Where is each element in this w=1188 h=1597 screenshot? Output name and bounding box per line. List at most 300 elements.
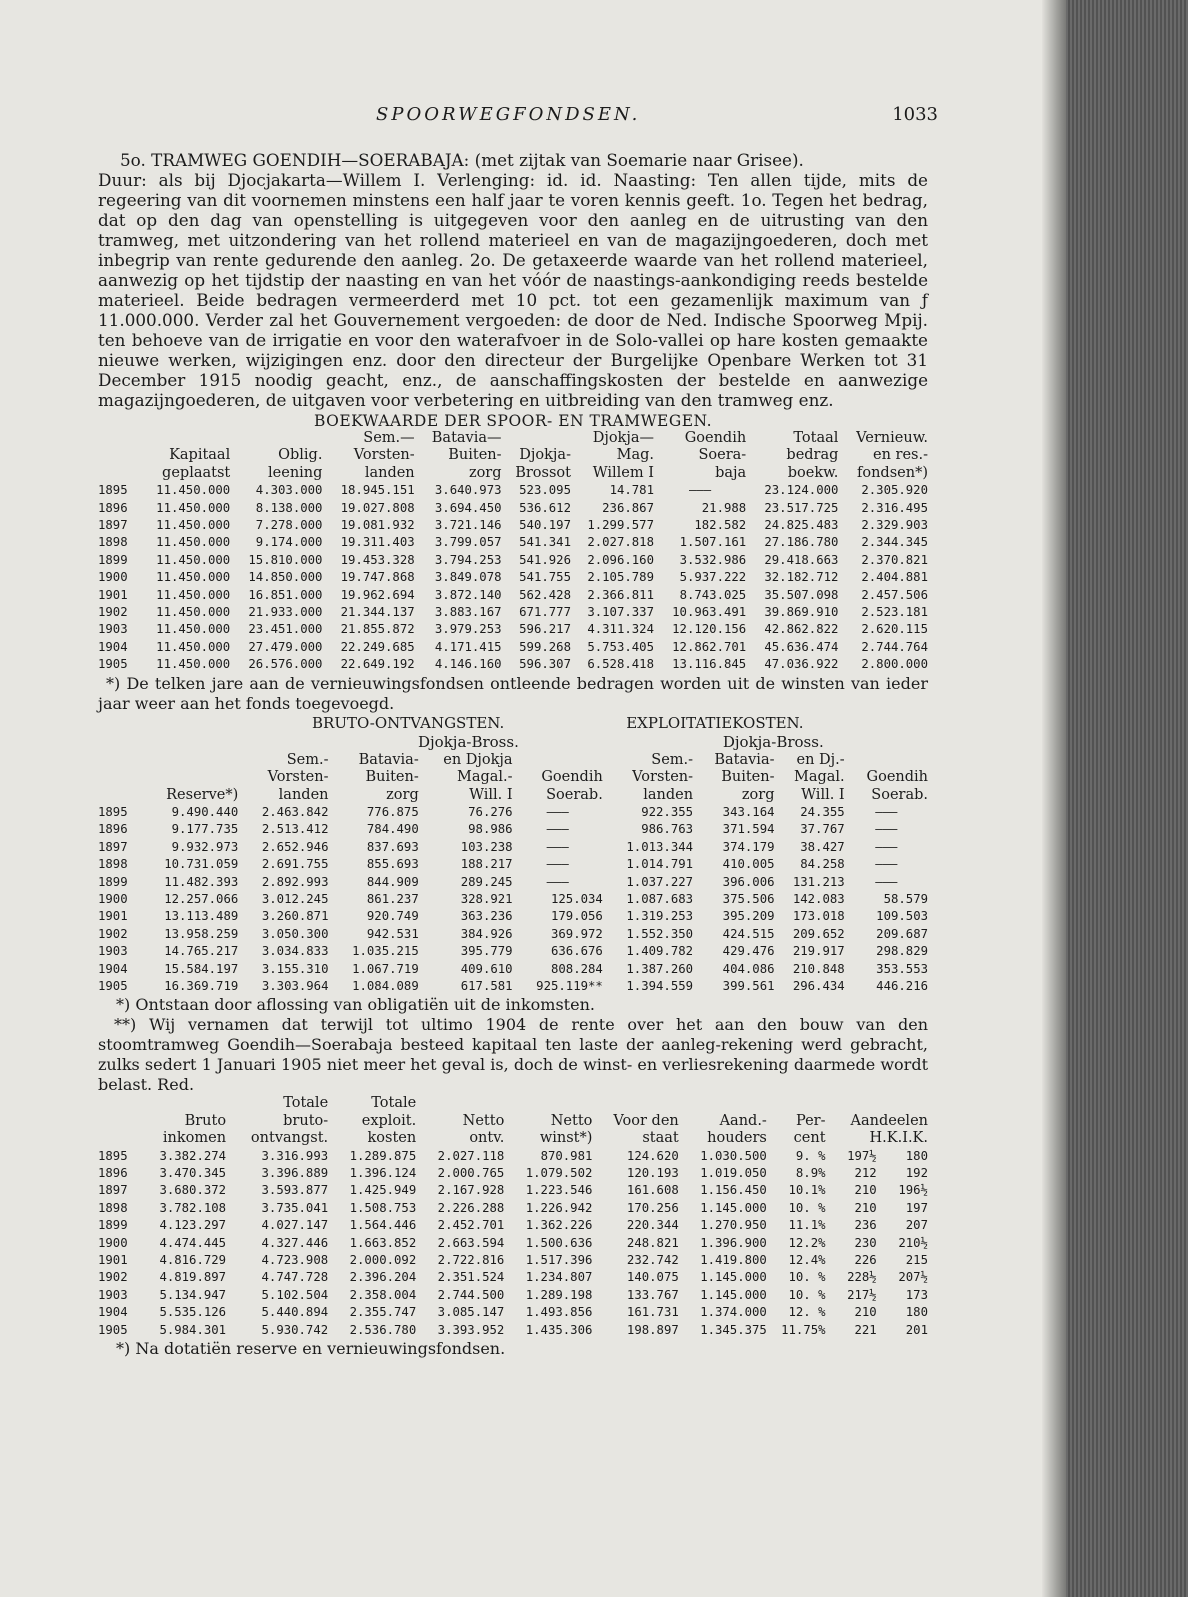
- year-cell: 1895: [98, 483, 128, 498]
- value-cell: 19.081.932: [340, 518, 415, 533]
- value-cell: 11.450.000: [156, 639, 231, 654]
- table-row: [98, 856, 928, 873]
- value-cell: 3.794.253: [434, 552, 502, 567]
- value-cell: 13.116.845: [672, 657, 747, 672]
- value-cell: 23.124.000: [764, 483, 839, 498]
- header-cell: geplaatst: [162, 464, 231, 481]
- value-cell: 404.086: [722, 961, 775, 976]
- value-cell: 1.013.344: [626, 839, 694, 854]
- header-cell: en Djokja: [443, 751, 513, 768]
- value-cell: 15.584.197: [164, 961, 239, 976]
- value-cell: 784.490: [366, 822, 419, 837]
- value-cell: 1.145.000: [700, 1200, 767, 1215]
- value-cell: 4.819.897: [159, 1270, 227, 1285]
- header-cell: Buiten-: [365, 769, 419, 786]
- value-cell: 1.394.559: [626, 978, 694, 993]
- value-cell: 2.305.920: [861, 483, 928, 498]
- table-row: [98, 1287, 928, 1304]
- year-cell: 1905: [98, 657, 128, 672]
- table-header-row: [98, 447, 928, 464]
- value-cell: 446.216: [876, 978, 928, 993]
- value-cell: ———: [875, 839, 898, 854]
- value-cell: 14.850.000: [248, 570, 323, 585]
- table2-footnote1: *) Ontstaan door aflossing van obligatiën uit de inkomsten.: [116, 995, 595, 1015]
- year-cell: 1899: [98, 1218, 128, 1233]
- header-cell: [679, 1095, 767, 1112]
- value-cell: 2.892.993: [261, 874, 329, 889]
- year-cell: 1903: [98, 622, 128, 637]
- value-cell: 215: [905, 1253, 928, 1268]
- value-cell: 11.450.000: [156, 518, 231, 533]
- header-cell: Goendih: [541, 769, 603, 786]
- year-cell: 1901: [98, 587, 128, 602]
- value-cell: 226: [854, 1253, 877, 1268]
- header-cell: zorg: [741, 786, 775, 803]
- value-cell: 2.536.780: [349, 1322, 417, 1337]
- table-row: [98, 1269, 928, 1286]
- value-cell: 3.593.877: [261, 1183, 329, 1198]
- value-cell: 2.351.524: [437, 1270, 505, 1285]
- value-cell: 3.012.245: [261, 891, 329, 906]
- header-cell: [230, 430, 322, 447]
- table2-footnote2: **) Wij vernamen dat terwijl tot ultimo 1904 de rente over het aan den bouw van den stoomtramweg Goendih—Soerabaja besteed kapitaal ten laste der aanleg-rekening werd gebracht, zulks sedert 1 Januari 1905 niet meer het geval is, doch de winst- en verliesrekening daarmede wordt belast. Red.: [98, 1015, 928, 1095]
- table-row: [98, 1148, 928, 1165]
- value-cell: 1.014.791: [626, 857, 694, 872]
- value-cell: 1.564.446: [349, 1218, 417, 1233]
- header-cell: [98, 787, 138, 804]
- value-cell: 343.164: [722, 804, 775, 819]
- value-cell: 5.937.222: [679, 570, 747, 585]
- header-cell: Vorsten-: [632, 769, 694, 786]
- value-cell: 3.694.450: [434, 500, 502, 515]
- header-cell: Willem I: [592, 464, 654, 481]
- value-cell: 210: [854, 1183, 877, 1198]
- value-cell: 21.344.137: [340, 605, 415, 620]
- value-cell: 1.493.856: [525, 1305, 593, 1320]
- value-cell: 3.393.952: [437, 1322, 505, 1337]
- header-cell: ontv.: [469, 1130, 505, 1147]
- value-cell: ———: [875, 874, 898, 889]
- header-cell: Vorsten-: [267, 769, 329, 786]
- year-cell: 1900: [98, 570, 128, 585]
- value-cell: 3.085.147: [437, 1305, 505, 1320]
- section-paragraph: Duur: als bij Djocjakarta—Willem I. Verlenging: id. id. Naasting: Ten allen tijde, mits de regeering van dit voornemen minstens een half jaar te voren kennis geeft. 1o. Tegen het bedrag, dat op den dag van openstelling is uitgegeven voor den aanleg en de uitrusting van den tramweg, met uitzondering van het rollend materieel en van de magazijngoederen, doch met inbegrip van rente gedurende den aanleg. 2o. De getaxeerde waarde van het rollend materieel, aanwezig op het tijdstip der naasting en van het vóór de naastings-aankondiging reeds bestelde materieel. Beide bedragen vermeerderd met 10 pct. tot een gezamenlijk maximum van ƒ 11.000.000. Verder zal het Gouvernement vergoeden: de door de Ned. Indische Spoorweg Mpij. ten behoeve van de irrigatie en voor den waterafvoer in de Solo-vallei op hare kosten gemaakte nieuwe werken, wijzigingen enz. door den directeur der Burgelijke Openbare Werken tot 31 December 1915 noodig geacht, enz., de aanschaffingskosten der bestelde en aanwezige magazijngoederen, de uitgaven voor verbetering en uitbreiding van den tramweg enz.: [98, 170, 928, 410]
- value-cell: 23.517.725: [764, 500, 839, 515]
- value-cell: 562.428: [519, 587, 571, 602]
- value-cell: 3.107.337: [587, 605, 654, 620]
- table2-title-right: EXPLOITATIEKOSTEN.: [626, 713, 804, 732]
- value-cell: 5.984.301: [159, 1322, 227, 1337]
- value-cell: ———: [875, 857, 898, 872]
- value-cell: 861.237: [366, 891, 419, 906]
- value-cell: 210.848: [792, 961, 845, 976]
- header-cell: houders: [707, 1130, 767, 1147]
- value-cell: 24.825.483: [764, 518, 839, 533]
- value-cell: 396.006: [722, 874, 775, 889]
- value-cell: 2.358.004: [349, 1287, 417, 1302]
- table-row: [98, 552, 928, 569]
- value-cell: 98.986: [468, 822, 513, 837]
- year-cell: 1902: [98, 1270, 128, 1285]
- header-cell: landen: [364, 464, 415, 481]
- value-cell: 21.933.000: [248, 605, 323, 620]
- value-cell: 236: [854, 1218, 877, 1233]
- value-cell: 9.177.735: [171, 822, 239, 837]
- value-cell: 1.409.782: [626, 944, 694, 959]
- value-cell: 298.829: [876, 944, 928, 959]
- value-cell: 374.179: [722, 839, 775, 854]
- value-cell: ———: [546, 874, 569, 889]
- value-cell: 837.693: [366, 839, 419, 854]
- value-cell: 2.000.092: [349, 1253, 417, 1268]
- table-row: [98, 500, 928, 517]
- header-cell: Reserve*): [166, 786, 239, 803]
- value-cell: 5.753.405: [587, 639, 654, 654]
- year-cell: 1898: [98, 1200, 128, 1215]
- value-cell: 596.307: [519, 657, 571, 672]
- value-cell: 1.663.852: [349, 1235, 417, 1250]
- value-cell: 201: [905, 1322, 928, 1337]
- value-cell: 3.872.140: [434, 587, 502, 602]
- table-row: [98, 804, 928, 821]
- value-cell: 27.479.000: [248, 639, 323, 654]
- header-cell: Buiten-: [448, 447, 502, 464]
- value-cell: 4.303.000: [255, 483, 323, 498]
- header-cell: Batavia—: [431, 430, 502, 446]
- value-cell: 541.926: [519, 552, 571, 567]
- value-cell: 11.482.393: [164, 874, 239, 889]
- header-cell: Netto: [550, 1112, 593, 1129]
- value-cell: 1.508.753: [349, 1200, 417, 1215]
- value-cell: 986.763: [641, 822, 694, 837]
- value-cell: 617.581: [460, 978, 513, 993]
- value-cell: 2.105.789: [587, 570, 654, 585]
- value-cell: 3.396.889: [261, 1166, 329, 1180]
- value-cell: 173.018: [792, 909, 845, 924]
- header-cell: ontvangst.: [250, 1130, 329, 1147]
- header-cell: staat: [642, 1130, 679, 1147]
- value-cell: 541.341: [519, 535, 571, 550]
- value-cell: 142.083: [792, 891, 845, 906]
- value-cell: 161.608: [626, 1183, 679, 1198]
- value-cell: 10. %: [788, 1200, 826, 1215]
- value-cell: 2.355.747: [349, 1305, 417, 1320]
- value-cell: 37.767: [800, 822, 845, 837]
- table-row: [98, 569, 928, 586]
- header-cell: en res.-: [873, 447, 928, 464]
- value-cell: 207: [905, 1218, 928, 1233]
- value-cell: 12.257.066: [164, 891, 239, 906]
- value-cell: 1.289.875: [349, 1148, 417, 1163]
- value-cell: 671.777: [519, 605, 571, 620]
- value-cell: 19.027.808: [340, 500, 415, 515]
- value-cell: 161.731: [626, 1305, 679, 1320]
- value-cell: 10. %: [788, 1287, 826, 1302]
- value-cell: 13.958.259: [164, 926, 239, 941]
- header-cell: Magal.-: [457, 769, 513, 786]
- value-cell: 1.517.396: [525, 1253, 593, 1268]
- value-cell: 1.374.000: [700, 1305, 767, 1320]
- value-cell: 3.382.274: [159, 1148, 227, 1163]
- value-cell: 599.268: [519, 639, 571, 654]
- value-cell: 11.450.000: [156, 535, 231, 550]
- year-cell: 1898: [98, 857, 128, 872]
- value-cell: ———: [546, 822, 569, 837]
- value-cell: 1.035.215: [352, 944, 419, 959]
- table1-footnote: *) De telken jare aan de vernieuwingsfondsen ontleende bedragen worden uit de winsten van ieder jaar weer aan het fonds toegevoegd.: [98, 673, 928, 713]
- value-cell: 1.299.577: [587, 518, 654, 533]
- value-cell: 920.749: [366, 909, 419, 924]
- value-cell: 11.1%: [788, 1218, 826, 1233]
- year-cell: 1903: [98, 944, 128, 959]
- value-cell: 3.050.300: [261, 926, 329, 941]
- header-cell: [138, 769, 238, 786]
- header-cell: winst*): [539, 1130, 593, 1147]
- table-row: [98, 908, 928, 925]
- header-cell: [98, 1113, 138, 1130]
- value-cell: 1.145.000: [700, 1270, 767, 1285]
- table-row: [98, 534, 928, 551]
- year-cell: 1900: [98, 891, 128, 906]
- value-cell: 12.2%: [788, 1235, 826, 1250]
- value-cell: 22.249.685: [340, 639, 415, 654]
- header-cell: fondsen*): [857, 464, 928, 481]
- value-cell: 4.327.446: [261, 1235, 329, 1250]
- value-cell: 1.387.260: [626, 961, 694, 976]
- header-cell: [513, 752, 603, 769]
- value-cell: 35.507.098: [764, 587, 839, 602]
- value-cell: 2.329.903: [861, 518, 928, 533]
- value-cell: 180: [905, 1148, 928, 1163]
- value-cell: 125.034: [550, 891, 603, 906]
- table2-titles: [98, 714, 928, 733]
- value-cell: 808.284: [550, 961, 603, 976]
- value-cell: 221: [854, 1322, 877, 1337]
- value-cell: 210: [854, 1200, 877, 1215]
- header-cell: Soerab.: [546, 786, 603, 803]
- year-cell: 1895: [98, 804, 128, 819]
- value-cell: 5.102.504: [261, 1287, 329, 1302]
- value-cell: 3.034.833: [261, 944, 329, 959]
- value-cell: 399.561: [722, 978, 775, 993]
- header-cell: [98, 447, 138, 464]
- value-cell: 1.419.800: [700, 1253, 767, 1268]
- value-cell: 18.945.151: [340, 483, 415, 498]
- value-cell: 2.344.345: [861, 535, 928, 550]
- value-cell: 32.182.712: [764, 570, 839, 585]
- value-cell: 4.146.160: [434, 657, 502, 672]
- header-cell: Sem.-: [286, 751, 329, 768]
- header-cell: en Dj.-: [796, 751, 845, 768]
- value-cell: 236.867: [602, 500, 654, 515]
- value-cell: 2.452.701: [437, 1218, 505, 1233]
- value-cell: 7.278.000: [255, 518, 323, 533]
- value-cell: 11.450.000: [156, 552, 231, 567]
- value-cell: 3.799.057: [434, 535, 502, 550]
- value-cell: 1.345.375: [700, 1322, 767, 1337]
- value-cell: 1.319.253: [626, 909, 694, 924]
- value-cell: 2.000.765: [437, 1166, 505, 1180]
- value-cell: 1.223.546: [525, 1183, 593, 1198]
- value-cell: 12.120.156: [672, 622, 747, 637]
- value-cell: 4.474.445: [159, 1235, 227, 1250]
- value-cell: 2.620.115: [861, 622, 928, 637]
- header-cell: kosten: [367, 1130, 417, 1147]
- value-cell: 2.523.181: [861, 605, 928, 620]
- value-cell: 196½: [898, 1183, 928, 1198]
- value-cell: 2.096.160: [587, 552, 654, 567]
- value-cell: 636.676: [550, 944, 603, 959]
- table-row: [98, 1322, 928, 1339]
- value-cell: 3.640.973: [434, 483, 502, 498]
- header-cell: Vorsten-: [353, 447, 415, 464]
- table-header-row: [98, 769, 928, 786]
- header-cell: boekw.: [787, 464, 839, 481]
- value-cell: 2.463.842: [261, 804, 329, 819]
- header-cell: leening: [268, 464, 323, 481]
- value-cell: ———: [688, 483, 712, 498]
- table-row: [98, 1200, 928, 1217]
- header-cell: Soera-: [698, 447, 747, 464]
- value-cell: 58.579: [883, 891, 928, 906]
- value-cell: 3.303.964: [261, 978, 329, 993]
- value-cell: 219.917: [792, 944, 845, 959]
- value-cell: 409.610: [460, 961, 513, 976]
- value-cell: 173: [905, 1287, 928, 1302]
- table-row: [98, 891, 928, 908]
- value-cell: 1.226.942: [525, 1200, 593, 1215]
- value-cell: 12. %: [788, 1305, 826, 1320]
- value-cell: 5.440.894: [261, 1305, 329, 1320]
- header-cell: zorg: [468, 464, 502, 481]
- value-cell: 363.236: [460, 909, 513, 924]
- value-cell: 2.691.755: [261, 857, 329, 872]
- header-cell: Totale: [371, 1095, 417, 1112]
- value-cell: 198.897: [626, 1322, 679, 1337]
- boekwaarde-table: [98, 430, 928, 674]
- value-cell: 24.355: [800, 804, 845, 819]
- value-cell: 1.507.161: [679, 535, 747, 550]
- value-cell: 395.779: [460, 944, 513, 959]
- header-cell: Brossot: [515, 464, 571, 481]
- value-cell: 3.849.078: [434, 570, 502, 585]
- value-cell: 384.926: [460, 926, 513, 941]
- table-row: [98, 639, 928, 656]
- value-cell: 3.532.986: [679, 552, 747, 567]
- value-cell: 182.582: [694, 518, 747, 533]
- winst-table: [98, 1095, 928, 1339]
- table2-title-left: BRUTO-ONTVANGSTEN.: [312, 713, 505, 732]
- value-cell: 38.427: [800, 839, 845, 854]
- value-cell: 39.869.910: [764, 605, 839, 620]
- value-cell: 844.909: [366, 874, 419, 889]
- value-cell: 1.289.198: [525, 1287, 593, 1302]
- value-cell: 3.470.345: [159, 1166, 227, 1180]
- value-cell: 16.369.719: [164, 978, 239, 993]
- value-cell: 109.503: [876, 909, 928, 924]
- header-cell: [98, 430, 138, 447]
- year-cell: 1897: [98, 1183, 128, 1198]
- value-cell: 870.981: [540, 1148, 593, 1163]
- value-cell: ———: [875, 804, 898, 819]
- value-cell: 523.095: [519, 483, 571, 498]
- value-cell: 84.258: [800, 857, 845, 872]
- value-cell: 540.197: [519, 518, 571, 533]
- value-cell: 10.963.491: [672, 605, 747, 620]
- header-cell: [767, 1095, 826, 1112]
- year-cell: 1904: [98, 1305, 128, 1320]
- value-cell: 232.742: [626, 1253, 679, 1268]
- value-cell: 11.450.000: [156, 570, 231, 585]
- header-cell: [138, 1095, 226, 1112]
- value-cell: 2.167.928: [437, 1183, 505, 1198]
- value-cell: 228½: [847, 1270, 877, 1285]
- year-cell: 1900: [98, 1235, 128, 1250]
- value-cell: 13.113.489: [164, 909, 239, 924]
- value-cell: 1.084.089: [352, 978, 419, 993]
- value-cell: 140.075: [626, 1270, 679, 1285]
- value-cell: 131.213: [792, 874, 845, 889]
- value-cell: 328.921: [460, 891, 513, 906]
- header-cell: Batavia-: [714, 751, 775, 768]
- value-cell: 8.138.000: [255, 500, 323, 515]
- value-cell: 5.535.126: [159, 1305, 227, 1320]
- value-cell: 21.988: [701, 500, 747, 515]
- running-header: [98, 104, 938, 132]
- year-cell: 1899: [98, 552, 128, 567]
- header-cell: inkomen: [162, 1130, 227, 1147]
- value-cell: 424.515: [722, 926, 775, 941]
- year-cell: 1901: [98, 909, 128, 924]
- value-cell: 3.155.310: [261, 961, 329, 976]
- header-cell: Kapitaal: [169, 447, 231, 464]
- value-cell: 10.1%: [788, 1183, 826, 1198]
- value-cell: 209.687: [876, 926, 928, 941]
- value-cell: ———: [875, 822, 898, 837]
- value-cell: 12.862.701: [672, 639, 747, 654]
- value-cell: 2.404.881: [861, 570, 928, 585]
- table-row: [98, 1235, 928, 1252]
- value-cell: 2.027.818: [587, 535, 654, 550]
- year-cell: 1898: [98, 535, 128, 550]
- value-cell: 9.932.973: [171, 839, 239, 854]
- header-cell: landen: [643, 786, 694, 803]
- value-cell: 1.270.950: [700, 1218, 767, 1233]
- page-number: 1033: [892, 104, 938, 125]
- value-cell: 1.425.949: [349, 1183, 417, 1198]
- value-cell: 1.156.450: [700, 1183, 767, 1198]
- value-cell: 1.067.719: [352, 961, 419, 976]
- value-cell: 5.134.947: [159, 1287, 227, 1302]
- table1-title: BOEKWAARDE DER SPOOR- EN TRAMWEGEN.: [313, 412, 713, 430]
- value-cell: 1.396.900: [700, 1235, 767, 1250]
- table-header-row: [98, 1113, 928, 1130]
- value-cell: 596.217: [519, 622, 571, 637]
- value-cell: 11.450.000: [156, 483, 231, 498]
- value-cell: 925.119**: [536, 978, 603, 993]
- table-row: [98, 604, 928, 621]
- header-cell: Aandeelen: [850, 1112, 928, 1129]
- value-cell: 1.500.636: [525, 1235, 593, 1250]
- value-cell: 1.087.683: [626, 891, 694, 906]
- value-cell: 369.972: [550, 926, 603, 941]
- year-cell: 1905: [98, 978, 128, 993]
- header-cell: Oblig.: [278, 447, 323, 464]
- header-cell: Buiten-: [721, 769, 775, 786]
- value-cell: 209.652: [792, 926, 845, 941]
- table-row: [98, 961, 928, 978]
- value-cell: 19.311.403: [340, 535, 415, 550]
